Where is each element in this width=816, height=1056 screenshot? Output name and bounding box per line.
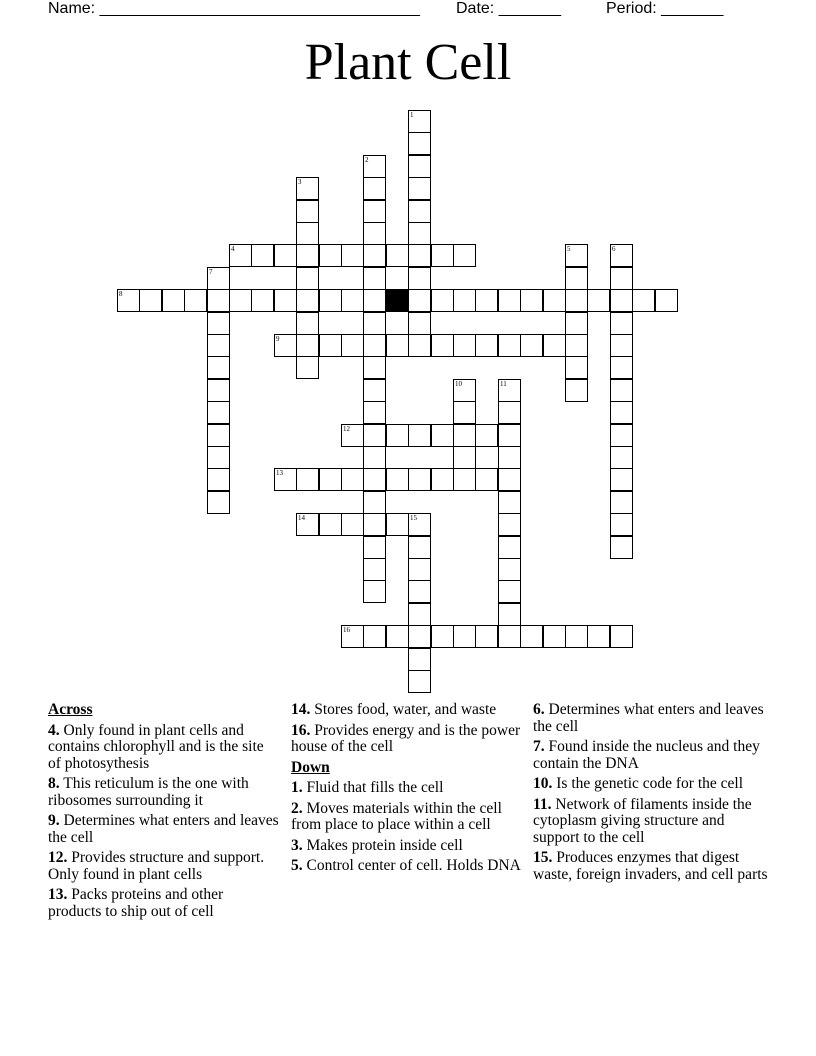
grid-cell[interactable] — [587, 289, 610, 312]
clue-number: 14 — [298, 514, 305, 522]
clue-number-label: 9. — [48, 812, 60, 829]
grid-cell[interactable] — [296, 267, 319, 290]
down-clue: 10. Is the genetic code for the cell — [533, 775, 744, 792]
grid-cell[interactable] — [431, 468, 454, 491]
across-clue: 8. This reticulum is the one with ribosomes surrounding it — [48, 775, 249, 809]
down-clue: 6. Determines what enters and leaves the cell — [533, 701, 764, 735]
grid-cell[interactable] — [610, 379, 633, 402]
grid-cell[interactable] — [610, 401, 633, 424]
grid-cell[interactable] — [610, 468, 633, 491]
grid-cell[interactable] — [207, 401, 230, 424]
grid-cell[interactable] — [453, 244, 476, 267]
grid-cell[interactable] — [475, 625, 498, 648]
grid-cell[interactable] — [453, 379, 476, 402]
clue-number-label: 10. — [533, 775, 553, 792]
grid-cell[interactable] — [431, 625, 454, 648]
grid-cell[interactable] — [498, 446, 521, 469]
grid-cell[interactable] — [498, 468, 521, 491]
grid-cell[interactable] — [363, 379, 386, 402]
clue-number-label: 16. — [291, 721, 311, 739]
grid-cell[interactable] — [274, 468, 297, 491]
grid-cell[interactable] — [363, 155, 386, 178]
grid-cell[interactable] — [565, 267, 588, 290]
clues-column-2 — [291, 702, 523, 879]
clue-number: 2 — [365, 156, 369, 164]
grid-cell[interactable] — [296, 334, 319, 357]
clue-number-label: 14. — [291, 701, 311, 718]
grid-cell[interactable] — [408, 200, 431, 223]
grid-cell[interactable] — [565, 244, 588, 267]
grid-cell[interactable] — [565, 356, 588, 379]
across-clue: 4. Only found in plant cells and contains chlorophyll and is the site of photosythesis — [48, 721, 264, 772]
clue-number: 7 — [209, 268, 213, 276]
grid-cell[interactable] — [610, 334, 633, 357]
grid-cell[interactable] — [296, 356, 319, 379]
down-clue: 5. Control center of cell. Holds DNA — [291, 857, 521, 874]
black-cell — [386, 289, 409, 312]
grid-cell[interactable] — [207, 356, 230, 379]
down-clue: 15. Produces enzymes that digest waste, foreign invaders, and cell parts — [533, 849, 768, 883]
grid-cell[interactable] — [341, 244, 364, 267]
grid-cell[interactable] — [498, 625, 521, 648]
grid-cell[interactable] — [319, 513, 342, 536]
across-heading: Across — [48, 701, 93, 718]
grid-cell[interactable] — [341, 513, 364, 536]
grid-cell[interactable] — [408, 334, 431, 357]
grid-cell[interactable] — [543, 289, 566, 312]
grid-cell[interactable] — [565, 334, 588, 357]
grid-cell[interactable] — [408, 312, 431, 335]
grid-cell[interactable] — [274, 289, 297, 312]
down-clues-list-continued — [533, 702, 773, 883]
grid-cell[interactable] — [498, 536, 521, 559]
name-field-label[interactable]: Name: ____________________________________ — [48, 0, 420, 17]
grid-cell[interactable] — [386, 424, 409, 447]
grid-cell[interactable] — [363, 222, 386, 245]
grid-cell[interactable] — [162, 289, 185, 312]
grid-cell[interactable] — [543, 625, 566, 648]
across-clue: 12. Provides structure and support. Only found in plant cells — [48, 849, 265, 883]
grid-cell[interactable] — [363, 580, 386, 603]
grid-cell[interactable] — [296, 312, 319, 335]
grid-cell[interactable] — [610, 289, 633, 312]
grid-cell[interactable] — [610, 536, 633, 559]
grid-cell[interactable] — [274, 334, 297, 357]
clue-number-label: 12. — [48, 849, 68, 866]
down-clues-list — [291, 780, 523, 875]
grid-cell[interactable] — [363, 446, 386, 469]
grid-cell[interactable] — [431, 424, 454, 447]
clue-number: 16 — [343, 626, 350, 634]
grid-cell[interactable] — [408, 110, 431, 133]
grid-cell[interactable] — [386, 468, 409, 491]
clue-number: 9 — [276, 335, 280, 343]
grid-cell[interactable] — [453, 289, 476, 312]
grid-cell[interactable] — [408, 155, 431, 178]
clue-number-label: 15. — [533, 849, 553, 866]
grid-cell[interactable] — [363, 468, 386, 491]
grid-cell[interactable] — [520, 289, 543, 312]
grid-cell[interactable] — [408, 132, 431, 155]
grid-cell[interactable] — [207, 289, 230, 312]
clue-number: 6 — [612, 245, 616, 253]
grid-cell[interactable] — [610, 267, 633, 290]
clue-number-label: 4. — [48, 721, 60, 739]
grid-cell[interactable] — [498, 558, 521, 581]
grid-cell[interactable] — [610, 513, 633, 536]
grid-cell[interactable] — [296, 177, 319, 200]
grid-cell[interactable] — [296, 513, 319, 536]
grid-cell[interactable] — [296, 468, 319, 491]
grid-cell[interactable] — [408, 468, 431, 491]
grid-cell[interactable] — [207, 424, 230, 447]
clue-number: 13 — [276, 469, 283, 477]
clue-number-label: 5. — [291, 857, 303, 874]
grid-cell[interactable] — [363, 491, 386, 514]
grid-cell[interactable] — [207, 312, 230, 335]
grid-cell[interactable] — [543, 334, 566, 357]
grid-cell[interactable] — [655, 289, 678, 312]
grid-cell[interactable] — [184, 289, 207, 312]
grid-cell[interactable] — [296, 222, 319, 245]
grid-cell[interactable] — [363, 244, 386, 267]
grid-cell[interactable] — [498, 289, 521, 312]
clues-column-3 — [533, 702, 773, 887]
clue-number: 4 — [231, 245, 235, 253]
grid-cell[interactable] — [296, 244, 319, 267]
clue-number-label: 3. — [291, 836, 303, 854]
clue-number-label: 6. — [533, 701, 545, 718]
clue-number-label: 1. — [291, 779, 303, 796]
grid-cell[interactable] — [207, 446, 230, 469]
grid-cell[interactable] — [274, 244, 297, 267]
grid-cell[interactable] — [363, 334, 386, 357]
grid-cell[interactable] — [363, 177, 386, 200]
grid-cell[interactable] — [475, 424, 498, 447]
grid-cell[interactable] — [363, 267, 386, 290]
clue-number: 5 — [567, 245, 571, 253]
grid-cell[interactable] — [431, 289, 454, 312]
grid-cell[interactable] — [386, 513, 409, 536]
clue-number-label: 13. — [48, 886, 68, 903]
down-clue: 3. Makes protein inside cell — [291, 836, 463, 854]
clue-number-label: 2. — [291, 799, 303, 817]
grid-cell[interactable] — [565, 289, 588, 312]
grid-cell[interactable] — [498, 603, 521, 626]
grid-cell[interactable] — [319, 468, 342, 491]
grid-cell[interactable] — [341, 625, 364, 648]
grid-cell[interactable] — [251, 289, 274, 312]
grid-cell[interactable] — [139, 289, 162, 312]
grid-cell[interactable] — [610, 244, 633, 267]
grid-cell[interactable] — [408, 513, 431, 536]
grid-cell[interactable] — [408, 222, 431, 245]
grid-cell[interactable] — [251, 244, 274, 267]
grid-cell[interactable] — [408, 670, 431, 693]
grid-cell[interactable] — [431, 244, 454, 267]
grid-cell[interactable] — [565, 379, 588, 402]
clue-number: 3 — [298, 178, 302, 186]
grid-cell[interactable] — [520, 334, 543, 357]
grid-cell[interactable] — [475, 289, 498, 312]
grid-cell[interactable] — [363, 312, 386, 335]
page-title: Plant Cell — [304, 34, 512, 91]
across-clue: 16. Provides energy and is the power house of the cell — [291, 721, 521, 755]
grid-cell[interactable] — [408, 536, 431, 559]
grid-cell[interactable] — [610, 312, 633, 335]
across-clues-list — [48, 723, 280, 921]
grid-cell[interactable] — [453, 401, 476, 424]
grid-cell[interactable] — [498, 401, 521, 424]
grid-cell[interactable] — [408, 289, 431, 312]
grid-cell[interactable] — [386, 244, 409, 267]
down-clue: 11. Network of filaments inside the cytoplasm giving structure and support to the cell — [533, 795, 752, 846]
grid-cell[interactable] — [610, 356, 633, 379]
grid-cell[interactable] — [363, 625, 386, 648]
across-clue: 14. Stores food, water, and waste — [291, 701, 497, 718]
grid-cell[interactable] — [207, 334, 230, 357]
grid-cell[interactable] — [498, 424, 521, 447]
grid-cell[interactable] — [610, 625, 633, 648]
grid-cell[interactable] — [363, 424, 386, 447]
grid-cell[interactable] — [207, 468, 230, 491]
grid-cell[interactable] — [341, 289, 364, 312]
grid-cell[interactable] — [229, 289, 252, 312]
grid-cell[interactable] — [610, 491, 633, 514]
grid-cell[interactable] — [296, 289, 319, 312]
across-clue: 9. Determines what enters and leaves the cell — [48, 812, 279, 846]
grid-cell[interactable] — [229, 244, 252, 267]
grid-cell[interactable] — [408, 424, 431, 447]
clue-number-label: 8. — [48, 775, 60, 792]
grid-cell[interactable] — [408, 580, 431, 603]
grid-cell[interactable] — [386, 334, 409, 357]
down-clue: 2. Moves materials within the cell from place to place within a cell — [291, 799, 502, 833]
date-field-label[interactable]: Date: _______ — [456, 0, 561, 17]
grid-cell[interactable] — [408, 648, 431, 671]
grid-cell[interactable] — [453, 468, 476, 491]
grid-cell[interactable] — [408, 603, 431, 626]
period-field-label[interactable]: Period: _______ — [606, 0, 724, 17]
down-heading: Down — [291, 758, 330, 776]
grid-cell[interactable] — [453, 446, 476, 469]
clue-number: 1 — [410, 111, 414, 119]
grid-cell[interactable] — [319, 244, 342, 267]
grid-cell[interactable] — [408, 244, 431, 267]
grid-cell[interactable] — [319, 334, 342, 357]
grid-cell[interactable] — [610, 446, 633, 469]
grid-cell[interactable] — [498, 491, 521, 514]
grid-cell[interactable] — [610, 424, 633, 447]
grid-cell[interactable] — [363, 289, 386, 312]
grid-cell[interactable] — [207, 379, 230, 402]
grid-cell[interactable] — [498, 379, 521, 402]
grid-cell[interactable] — [341, 424, 364, 447]
grid-cell[interactable] — [431, 334, 454, 357]
clue-number: 8 — [119, 290, 123, 298]
grid-cell[interactable] — [363, 200, 386, 223]
down-clue: 7. Found inside the nucleus and they contain the DNA — [533, 738, 760, 772]
grid-cell[interactable] — [296, 200, 319, 223]
grid-cell[interactable] — [386, 625, 409, 648]
grid-cell[interactable] — [363, 558, 386, 581]
across-clue: 13. Packs proteins and other products to ship out of cell — [48, 886, 224, 920]
clue-number: 12 — [343, 425, 350, 433]
down-clue: 1. Fluid that fills the cell — [291, 779, 444, 796]
grid-cell[interactable] — [453, 424, 476, 447]
grid-cell[interactable] — [498, 334, 521, 357]
grid-cell[interactable] — [363, 356, 386, 379]
grid-cell[interactable] — [363, 401, 386, 424]
clues-column-1 — [48, 702, 280, 924]
clue-number: 11 — [500, 380, 507, 388]
grid-cell[interactable] — [587, 625, 610, 648]
grid-cell[interactable] — [207, 267, 230, 290]
grid-cell[interactable] — [475, 334, 498, 357]
grid-cell[interactable] — [363, 513, 386, 536]
grid-cell[interactable] — [475, 468, 498, 491]
grid-cell[interactable] — [565, 312, 588, 335]
clue-number-label: 7. — [533, 738, 545, 755]
grid-cell[interactable] — [498, 513, 521, 536]
grid-cell[interactable] — [453, 334, 476, 357]
grid-cell[interactable] — [498, 580, 521, 603]
grid-cell[interactable] — [408, 558, 431, 581]
grid-cell[interactable] — [632, 289, 655, 312]
grid-cell[interactable] — [520, 625, 543, 648]
clue-number-label: 11. — [533, 795, 552, 813]
clue-number: 10 — [455, 380, 462, 388]
grid-cell[interactable] — [363, 536, 386, 559]
grid-cell[interactable] — [341, 334, 364, 357]
clue-number: 15 — [410, 514, 417, 522]
grid-cell[interactable] — [207, 491, 230, 514]
grid-cell[interactable] — [408, 177, 431, 200]
grid-cell[interactable] — [453, 625, 476, 648]
grid-cell[interactable] — [341, 468, 364, 491]
grid-cell[interactable] — [565, 625, 588, 648]
grid-cell[interactable] — [408, 625, 431, 648]
grid-cell[interactable] — [408, 267, 431, 290]
across-clues-list-continued — [291, 702, 523, 756]
grid-cell[interactable] — [319, 289, 342, 312]
grid-cell[interactable] — [117, 289, 140, 312]
